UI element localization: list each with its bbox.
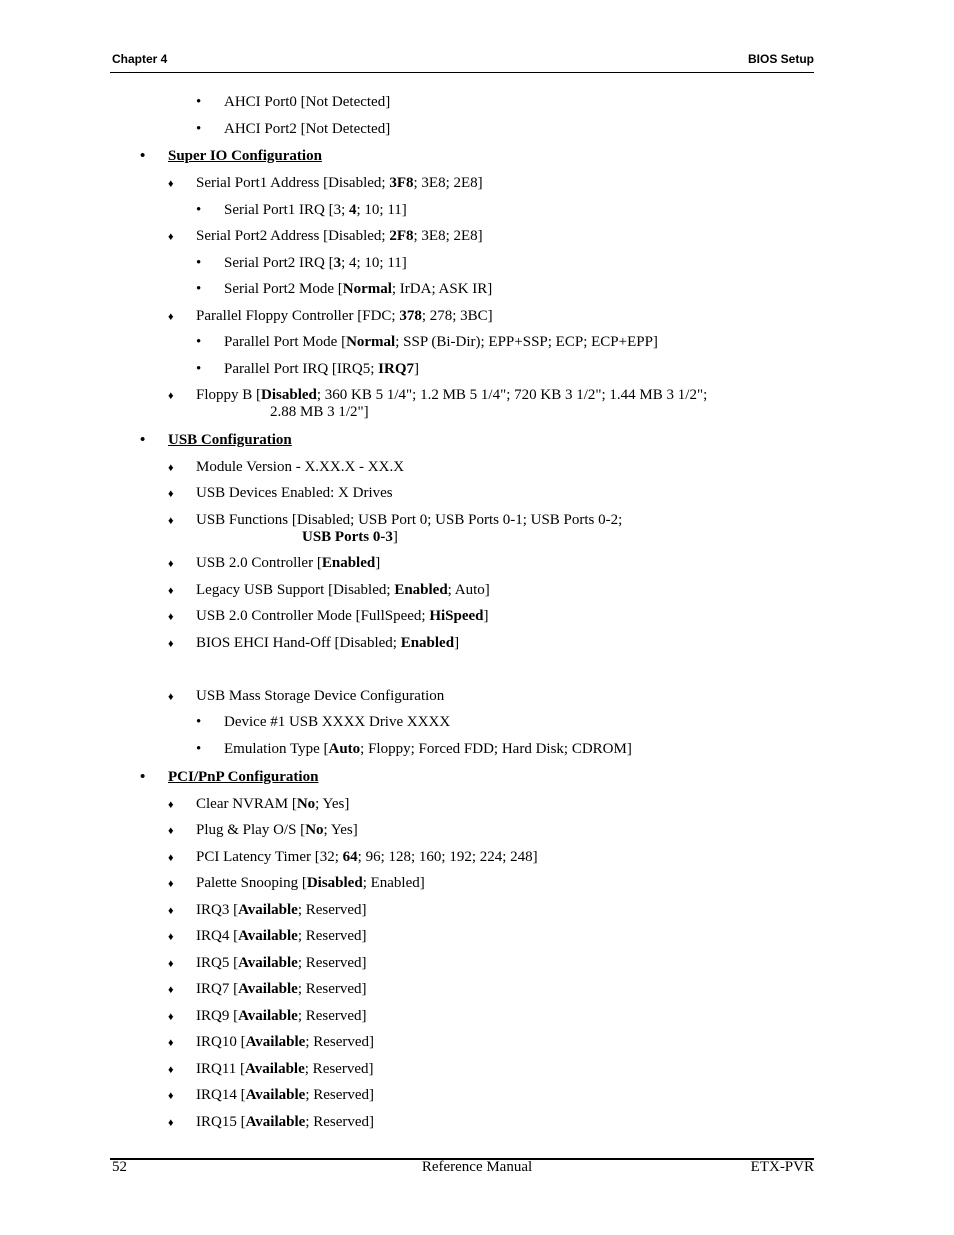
setting-item — [168, 582, 490, 599]
setting-item — [168, 512, 623, 529]
default-value: 3F8 — [389, 175, 414, 191]
item-text: Device #1 USB XXXX Drive XXXX — [224, 714, 451, 730]
item-text: ; Yes] — [323, 822, 358, 838]
item-text: IRQ7 [ — [196, 981, 239, 997]
running-header-section: BIOS Setup — [747, 52, 814, 66]
bullet-icon: • — [140, 432, 146, 448]
continuation-line — [302, 529, 398, 546]
sub-setting-item — [196, 714, 451, 731]
default-value: Normal — [346, 334, 396, 350]
bullet-icon: • — [196, 714, 202, 730]
default-value: Available — [245, 1061, 305, 1077]
default-value: Available — [238, 955, 298, 971]
item-text: Serial Port1 Address [Disabled; — [196, 175, 390, 191]
item-text: ; Reserved] — [297, 981, 367, 997]
default-value: Available — [238, 981, 298, 997]
default-value: Normal — [342, 281, 392, 297]
bullet-icon: • — [196, 202, 202, 218]
diamond-bullet-icon: ♦ — [168, 311, 174, 323]
item-text: Floppy B [ — [196, 387, 262, 403]
default-value: Available — [238, 902, 298, 918]
diamond-bullet-icon: ♦ — [168, 1090, 174, 1102]
section-heading — [140, 148, 322, 165]
sub-setting-item — [196, 281, 493, 298]
setting-item — [168, 849, 538, 866]
default-value: Available — [245, 1114, 306, 1130]
setting-item — [168, 796, 350, 813]
default-value: 3 — [333, 255, 342, 271]
item-text: 2.88 MB 3 1/2"] — [270, 404, 369, 420]
item-text: USB 2.0 Controller Mode [FullSpeed; — [196, 608, 430, 624]
default-value: Available — [245, 1087, 306, 1103]
item-text: Clear NVRAM [ — [196, 796, 297, 812]
sub-setting-item — [196, 94, 391, 111]
default-value: Available — [245, 1034, 306, 1050]
setting-item — [168, 875, 425, 892]
bullet-icon: • — [196, 334, 202, 350]
header-rule — [110, 72, 814, 73]
continuation-line — [270, 404, 369, 421]
default-value: Enabled — [321, 555, 376, 571]
item-text: USB 2.0 Controller [ — [196, 555, 322, 571]
sub-setting-item — [196, 741, 632, 758]
item-text: USB Functions [Disabled; USB Port 0; USB Ports 0-1; USB Ports 0-2; — [196, 512, 623, 528]
setting-item — [168, 608, 489, 625]
sub-setting-item — [196, 255, 407, 272]
item-text: Plug & Play O/S [ — [196, 822, 306, 838]
item-text: Serial Port2 Mode [ — [224, 281, 343, 297]
item-text: ; 3E8; 2E8] — [413, 228, 483, 244]
diamond-bullet-icon: ♦ — [168, 515, 174, 527]
sub-setting-item — [196, 334, 658, 351]
default-value: No — [296, 796, 316, 812]
setting-item — [168, 928, 367, 945]
item-text: Palette Snooping [ — [196, 875, 307, 891]
item-text: ; 4; 10; 11] — [341, 255, 407, 271]
section-heading — [140, 769, 319, 786]
bullet-icon: • — [196, 361, 202, 377]
diamond-bullet-icon: ♦ — [168, 852, 174, 864]
setting-item — [168, 1114, 375, 1131]
item-text: IRQ4 [ — [196, 928, 239, 944]
default-value: Available — [238, 928, 298, 944]
diamond-bullet-icon: ♦ — [168, 231, 174, 243]
item-text: IRQ3 [ — [196, 902, 239, 918]
item-text: ; 10; 11] — [356, 202, 407, 218]
setting-item — [168, 308, 493, 325]
diamond-bullet-icon: ♦ — [168, 1117, 174, 1129]
default-value: Available — [238, 1008, 298, 1024]
setting-item — [168, 635, 460, 652]
item-text: ; 278; 3BC] — [421, 308, 493, 324]
item-text: ; Reserved] — [297, 928, 367, 944]
diamond-bullet-icon: ♦ — [168, 638, 174, 650]
default-value: IRQ7 — [378, 361, 414, 377]
setting-item — [168, 228, 483, 245]
diamond-bullet-icon: ♦ — [168, 462, 174, 474]
item-text: ; Yes] — [315, 796, 350, 812]
item-text: ] — [414, 361, 419, 377]
item-text: Serial Port1 IRQ [3; — [224, 202, 349, 218]
item-text: IRQ5 [ — [196, 955, 239, 971]
bullet-icon: • — [196, 255, 202, 271]
item-text: ] — [375, 555, 381, 571]
default-value: HiSpeed — [429, 608, 484, 624]
diamond-bullet-icon: ♦ — [168, 1037, 174, 1049]
item-text: ; Reserved] — [305, 1114, 375, 1130]
item-text: ] — [392, 529, 398, 545]
setting-item — [168, 1034, 375, 1051]
item-text: PCI/PnP Configuration — [168, 769, 319, 785]
page-number: 52 — [112, 1159, 127, 1175]
setting-item — [168, 1061, 374, 1078]
item-text: BIOS EHCI Hand-Off [Disabled; — [196, 635, 401, 651]
bullet-icon: • — [196, 281, 202, 297]
item-text: Legacy USB Support [Disabled; — [196, 582, 395, 598]
item-text: ; Reserved] — [297, 1008, 367, 1024]
default-value: Enabled — [394, 582, 448, 598]
setting-item — [168, 387, 708, 404]
sub-setting-item — [196, 202, 407, 219]
section-heading — [140, 432, 292, 449]
item-text: ] — [483, 608, 489, 624]
footer-title: Reference Manual — [421, 1159, 533, 1175]
item-text: ; Enabled] — [362, 875, 425, 891]
item-text: AHCI Port0 [Not Detected] — [224, 94, 391, 110]
item-text: ; Reserved] — [305, 1034, 375, 1050]
diamond-bullet-icon: ♦ — [168, 1064, 174, 1076]
item-text: ; SSP (Bi-Dir); EPP+SSP; ECP; ECP+EPP] — [395, 334, 658, 350]
setting-item — [168, 688, 445, 705]
item-text: ; Reserved] — [297, 902, 367, 918]
diamond-bullet-icon: ♦ — [168, 1011, 174, 1023]
diamond-bullet-icon: ♦ — [168, 585, 174, 597]
item-text: IRQ14 [ — [196, 1087, 246, 1103]
setting-item — [168, 981, 367, 998]
default-value: 64 — [342, 849, 358, 865]
footer-product: ETX-PVR — [750, 1159, 814, 1175]
bullet-icon: • — [140, 769, 146, 785]
item-text: Serial Port2 Address [Disabled; — [196, 228, 390, 244]
diamond-bullet-icon: ♦ — [168, 825, 174, 837]
diamond-bullet-icon: ♦ — [168, 878, 174, 890]
item-text: USB Mass Storage Device Configuration — [196, 688, 445, 704]
default-value: No — [305, 822, 324, 838]
item-text: ; Reserved] — [305, 1087, 375, 1103]
setting-item — [168, 822, 358, 839]
default-value: Enabled — [400, 635, 455, 651]
sub-setting-item — [196, 121, 391, 138]
diamond-bullet-icon: ♦ — [168, 931, 174, 943]
item-text: ; 3E8; 2E8] — [413, 175, 483, 191]
diamond-bullet-icon: ♦ — [168, 390, 174, 402]
setting-item — [168, 1008, 367, 1025]
diamond-bullet-icon: ♦ — [168, 488, 174, 500]
item-text: IRQ9 [ — [196, 1008, 239, 1024]
item-text: IRQ15 [ — [196, 1114, 246, 1130]
item-text: ; IrDA; ASK IR] — [391, 281, 493, 297]
setting-item — [168, 485, 393, 502]
diamond-bullet-icon: ♦ — [168, 799, 174, 811]
default-value: Auto — [328, 741, 361, 757]
setting-item — [168, 459, 405, 476]
item-text: ; 96; 128; 160; 192; 224; 248] — [357, 849, 538, 865]
bullet-icon: • — [140, 148, 146, 164]
item-text: ; Floppy; Forced FDD; Hard Disk; CDROM] — [360, 741, 632, 757]
bullet-icon: • — [196, 121, 202, 137]
setting-item — [168, 175, 483, 192]
default-value: Disabled — [306, 875, 363, 891]
setting-item — [168, 902, 367, 919]
default-value: 4 — [349, 202, 357, 218]
item-text: Super IO Configuration — [168, 148, 322, 164]
default-value: USB Ports 0-3 — [302, 529, 393, 545]
item-text: Parallel Port IRQ [IRQ5; — [224, 361, 379, 377]
setting-item — [168, 1087, 375, 1104]
item-text: Parallel Port Mode [ — [224, 334, 347, 350]
diamond-bullet-icon: ♦ — [168, 691, 174, 703]
item-text: USB Configuration — [168, 432, 292, 448]
diamond-bullet-icon: ♦ — [168, 984, 174, 996]
item-text: Parallel Floppy Controller [FDC; — [196, 308, 400, 324]
item-text: PCI Latency Timer [32; — [196, 849, 343, 865]
item-text: AHCI Port2 [Not Detected] — [224, 121, 391, 137]
item-text: ; Auto] — [447, 582, 490, 598]
default-value: 378 — [399, 308, 422, 324]
item-text: USB Devices Enabled: X Drives — [196, 485, 393, 501]
item-text: IRQ10 [ — [196, 1034, 246, 1050]
item-text: IRQ11 [ — [196, 1061, 246, 1077]
item-text: ; 360 KB 5 1/4"; 1.2 MB 5 1/4"; 720 KB 3 1/2"; 1.44 MB 3 1/2"; — [316, 387, 708, 403]
diamond-bullet-icon: ♦ — [168, 178, 174, 190]
diamond-bullet-icon: ♦ — [168, 905, 174, 917]
item-text: Module Version - X.XX.X - XX.X — [196, 459, 405, 475]
item-text: Serial Port2 IRQ [ — [224, 255, 334, 271]
default-value: 2F8 — [389, 228, 414, 244]
diamond-bullet-icon: ♦ — [168, 611, 174, 623]
item-text: Emulation Type [ — [224, 741, 329, 757]
item-text: ] — [454, 635, 460, 651]
default-value: Disabled — [261, 387, 317, 403]
bullet-icon: • — [196, 741, 202, 757]
sub-setting-item — [196, 361, 419, 378]
diamond-bullet-icon: ♦ — [168, 558, 174, 570]
item-text: ; Reserved] — [297, 955, 367, 971]
diamond-bullet-icon: ♦ — [168, 958, 174, 970]
setting-item — [168, 555, 381, 572]
item-text: ; Reserved] — [304, 1061, 374, 1077]
running-header-chapter: Chapter 4 — [112, 52, 168, 66]
bullet-icon: • — [196, 94, 202, 110]
setting-item — [168, 955, 367, 972]
